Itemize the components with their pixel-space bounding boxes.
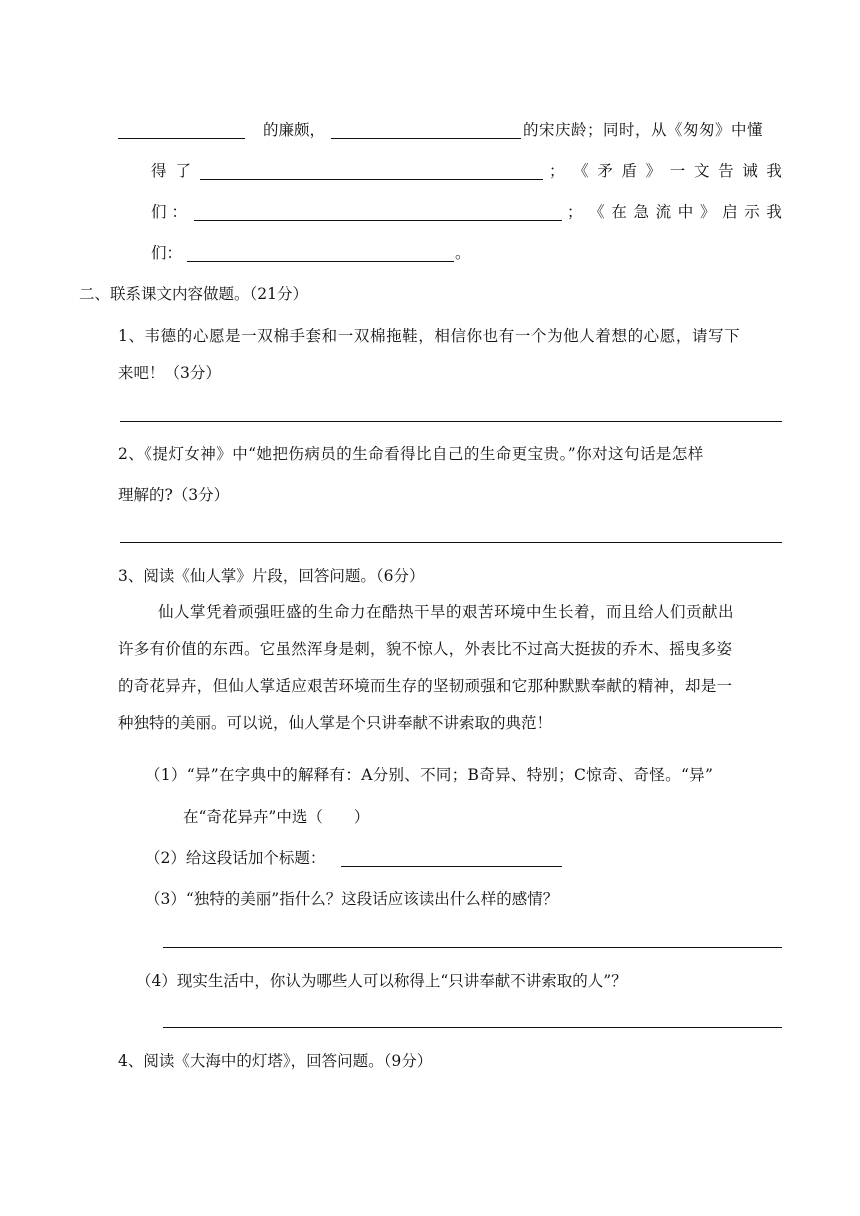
char: 们 (151, 203, 167, 221)
char: ； (567, 203, 583, 221)
char: 中 (677, 203, 694, 221)
char: 流 (655, 203, 672, 221)
char: 》 (699, 203, 716, 221)
char: 急 (633, 203, 649, 221)
answer-line-q1[interactable] (120, 421, 782, 422)
char: 矛 (597, 162, 613, 180)
char: 得 (151, 162, 167, 180)
answer-blank-1[interactable] (118, 138, 245, 139)
char: 文 (693, 162, 710, 180)
answer-blank-4[interactable] (194, 220, 562, 221)
answer-line-sub4[interactable] (163, 1027, 782, 1028)
subquestion-1-line-1: （1）“异”在字典中的解释有：A分别、不同；B奇异、特别；C惊奇、奇怪。“异” (145, 766, 714, 784)
passage-line-4: 种独特的美丽。可以说，仙人掌是个只讲奉献不讲索取的典范！ (118, 714, 553, 732)
char: ； (549, 162, 565, 180)
char: 《 (589, 203, 605, 221)
question-1-line-2: 来吧！（3分） (118, 364, 221, 382)
answer-blank-3[interactable] (200, 179, 543, 180)
subquestion-1-line-2: 在“奇花异卉”中选（ ） (183, 808, 370, 826)
passage-line-1: 仙人掌凭着顽强旺盛的生命力在酷热干旱的艰苦环境中生长着，而且给人们贡献出 (158, 603, 735, 621)
answer-line-q2[interactable] (120, 542, 782, 543)
char: 》 (645, 162, 662, 180)
char: ： (171, 203, 187, 221)
answer-blank-title[interactable] (341, 866, 562, 867)
fill-line-2-suffix (549, 160, 782, 182)
fill-line-4-prefix: 们： (151, 244, 183, 262)
char: 在 (611, 203, 627, 221)
fill-line-3-suffix (567, 201, 782, 223)
fill-line-4-end: 。 (455, 244, 471, 262)
char: 盾 (621, 162, 637, 180)
char: 示 (744, 203, 760, 221)
subquestion-3: （3）“独特的美丽”指什么？这段话应该读出什么样的感情？ (145, 890, 559, 908)
question-1-line-1: 1、韦德的心愿是一双棉手套和一双棉拖鞋，相信你也有一个为他人着想的心愿，请写下 (118, 327, 741, 345)
subquestion-4: （4）现实生活中，你认为哪些人可以称得上“只讲奉献不讲索取的人”？ (136, 972, 627, 990)
char: 我 (766, 203, 782, 221)
fill-text-lianpo: 的廉颇， (263, 121, 326, 139)
question-4-heading: 4、阅读《大海中的灯塔》，回答问题。（9分） (118, 1052, 433, 1070)
char: 我 (766, 162, 782, 180)
section-heading: 二、联系课文内容做题。（21分） (79, 285, 308, 303)
char: 启 (722, 203, 738, 221)
question-2-line-1: 2、《提灯女神》中“她把伤病员的生命看得比自己的生命更宝贵。”你对这句话是怎样 (118, 445, 704, 463)
question-3-heading: 3、阅读《仙人掌》片段，回答问题。（6分） (118, 567, 425, 585)
fill-line-3-prefix (151, 201, 187, 223)
char: 了 (175, 162, 191, 180)
passage-line-3: 的奇花异卉，但仙人掌适应艰苦环境而生存的坚韧顽强和它那种默默奉献的精神，却是一 (118, 677, 733, 695)
passage-line-2: 许多有价值的东西。它虽然浑身是刺，貌不惊人，外表比不过高大挺拔的乔木、摇曳多姿 (118, 640, 733, 658)
answer-blank-2[interactable] (331, 138, 521, 139)
subquestion-2: （2）给这段话加个标题： (145, 849, 326, 867)
answer-blank-5[interactable] (187, 261, 454, 262)
char: 诫 (742, 162, 758, 180)
question-2-line-2: 理解的?（3分） (118, 486, 230, 504)
char: 告 (718, 162, 734, 180)
char: 《 (573, 162, 589, 180)
fill-text-songqingling: 的宋庆龄；同时，从《匆匆》中懂 (523, 121, 764, 139)
answer-line-sub3[interactable] (163, 947, 782, 948)
char: 一 (669, 162, 686, 180)
fill-line-2-prefix (151, 160, 191, 182)
